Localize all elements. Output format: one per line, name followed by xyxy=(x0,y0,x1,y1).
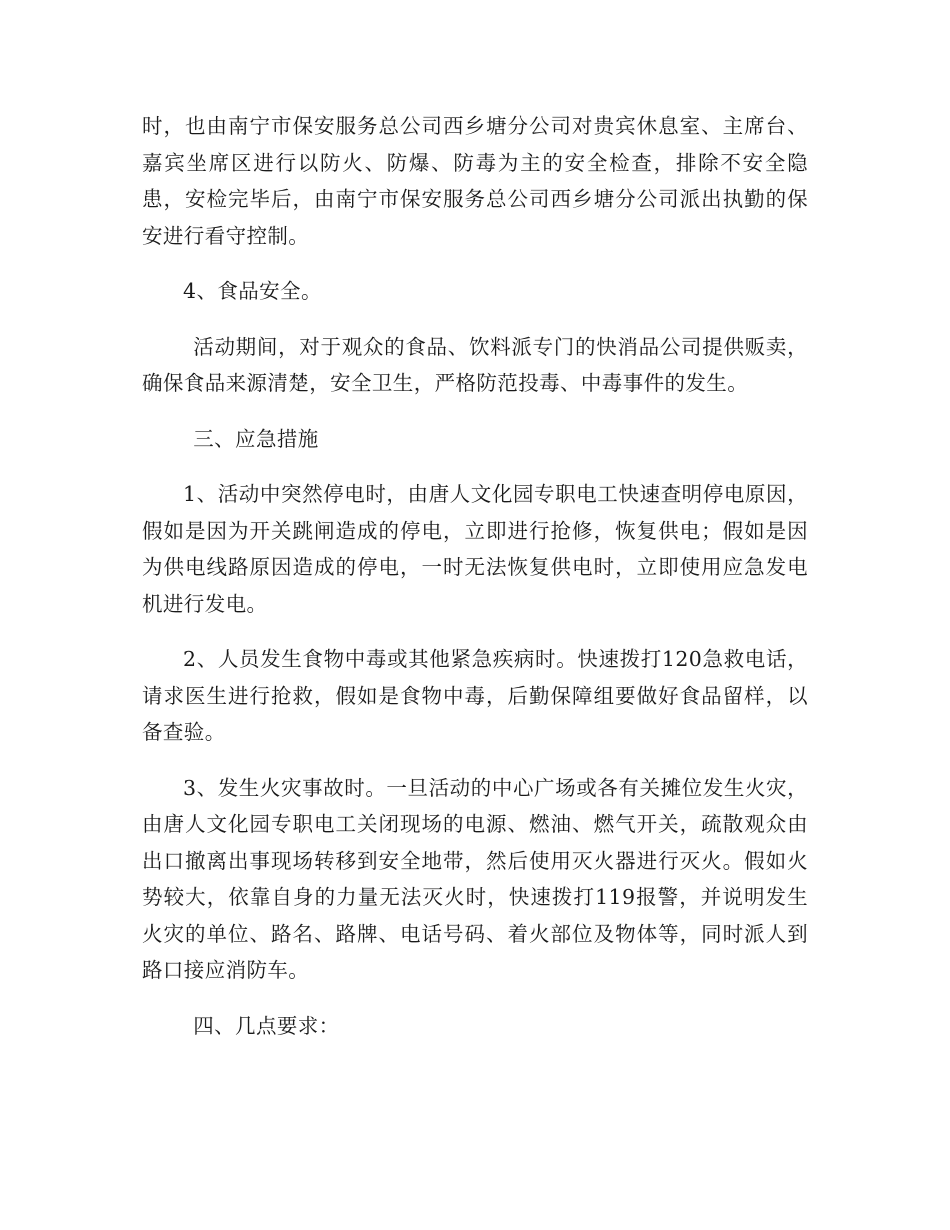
document-body xyxy=(142,108,808,1063)
paragraph-food-poisoning: 2、人员发生食物中毒或其他紧急疾病时。快速拨打120急救电话，请求医生进行抢救，假如是食物中毒，后勤保障组要做好食品留样，以备查验。 xyxy=(142,647,808,744)
heading-emergency-measures: 三、应急措施 xyxy=(193,426,319,451)
heading-food-safety: 4、食品安全。 xyxy=(183,279,322,303)
paragraph-power-outage: 1、活动中突然停电时，由唐人文化园专职电工快速查明停电原因，假如是因为开关跳闸造成的停电，立即进行抢修，恢复供电；假如是因为供电线路原因造成的停电，一时无法恢复供电时，立即使用应急发电机进行发电。 xyxy=(142,482,808,616)
heading-requirements: 四、几点要求： xyxy=(193,1013,340,1038)
paragraph-fire-accident: 3、发生火灾事故时。一旦活动的中心广场或各有关摊位发生火灾，由唐人文化园专职电工关闭现场的电源、燃油、燃气开关，疏散观众由出口撤离出事现场转移到安全地带，然后使用灭火器进行灭火。假如火势较大，依靠自身的力量无法灭火时，快速拨打119报警，并说明发生火灾的单位、路名、路牌、电话号码、着火部位及物体等，同时派人到路口接应消防车。 xyxy=(142,775,808,982)
paragraph-food-safety: 活动期间，对于观众的食品、饮料派专门的快消品公司提供贩卖，确保食品来源清楚，安全卫生，严格防范投毒、中毒事件的发生。 xyxy=(142,334,808,395)
paragraph-security-check: 时，也由南宁市保安服务总公司西乡塘分公司对贵宾休息室、主席台、嘉宾坐席区进行以防火、防爆、防毒为主的安全检查，排除不安全隐患，安检完毕后，由南宁市保安服务总公司西乡塘分公司派出执勤的保安进行看守控制。 xyxy=(142,114,808,248)
